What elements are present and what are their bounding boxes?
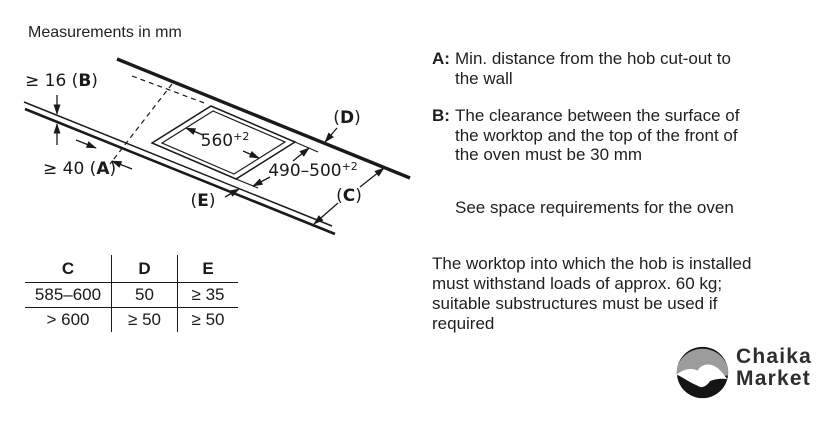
table-row bbox=[25, 308, 238, 333]
dimension-label-e: (E) bbox=[190, 191, 216, 211]
logo-text bbox=[736, 346, 812, 389]
note-b-key: B: bbox=[432, 106, 450, 125]
note-b-line: the oven must be 30 mm bbox=[455, 145, 643, 164]
d-pointer-arrow bbox=[325, 128, 337, 142]
table-cell: ≥ 35 bbox=[178, 283, 239, 308]
table-cell: 50 bbox=[112, 283, 178, 308]
see-space-note: See space requirements for the oven bbox=[455, 198, 734, 217]
dimension-label-width: $560^{+2}$ bbox=[200, 130, 250, 151]
table-cell: 585–600 bbox=[25, 283, 112, 308]
note-b-line: the worktop and the top of the front of bbox=[455, 125, 738, 145]
page-title: Measurements in mm bbox=[28, 24, 182, 41]
worktop-load-line: must withstand loads of approx. 60 kg; bbox=[432, 274, 723, 293]
dimension-label-depth: $490-500^{+2}$ bbox=[268, 160, 358, 181]
worktop-load-line: required bbox=[432, 314, 495, 333]
table-cell: ≥ 50 bbox=[112, 308, 178, 333]
logo-text-line1: Chaika bbox=[736, 345, 813, 368]
table-cell: ≥ 50 bbox=[191, 310, 225, 329]
seagull-icon bbox=[674, 344, 731, 401]
installation-diagram bbox=[0, 0, 430, 250]
c-dimension-arrow-up bbox=[360, 168, 384, 187]
table-cell: > 600 bbox=[46, 310, 90, 329]
note-b-line: The clearance between the surface of bbox=[455, 106, 740, 125]
table-header-d: D bbox=[112, 255, 178, 283]
worktop-load-note bbox=[432, 254, 792, 334]
dimension-label-d: (D) bbox=[333, 108, 361, 128]
dimension-label-c: (C) bbox=[336, 186, 362, 206]
note-a-key: A: bbox=[432, 49, 450, 68]
dimension-label-b: ≥ 16 (B) bbox=[25, 71, 98, 91]
note-b bbox=[432, 106, 792, 165]
table-row bbox=[25, 283, 238, 308]
note-a bbox=[432, 49, 792, 88]
worktop-load-line: suitable substructures must be used if bbox=[432, 294, 718, 313]
table-header-c: C bbox=[25, 255, 112, 283]
side-wall-dashed-line bbox=[110, 84, 172, 164]
chaika-market-logo bbox=[674, 344, 812, 401]
c-dimension-arrow-down bbox=[314, 203, 338, 224]
worktop-load-line: The worktop into which the hob is installed bbox=[432, 254, 752, 273]
note-a-line: the wall bbox=[455, 68, 513, 88]
table-header-row bbox=[25, 255, 238, 283]
dimension-label-a: ≥ 40 (A) bbox=[43, 159, 117, 179]
wall-distance-arrow-left bbox=[76, 140, 96, 148]
note-a-line: Min. distance from the hob cut-out to bbox=[455, 49, 731, 68]
logo-text-line2: Market bbox=[736, 366, 811, 390]
cutout-front-edge-extension bbox=[236, 179, 258, 188]
table-header-e: E bbox=[178, 255, 239, 283]
spec-table bbox=[25, 255, 238, 332]
cutout-depth-arrow-up bbox=[293, 148, 309, 161]
